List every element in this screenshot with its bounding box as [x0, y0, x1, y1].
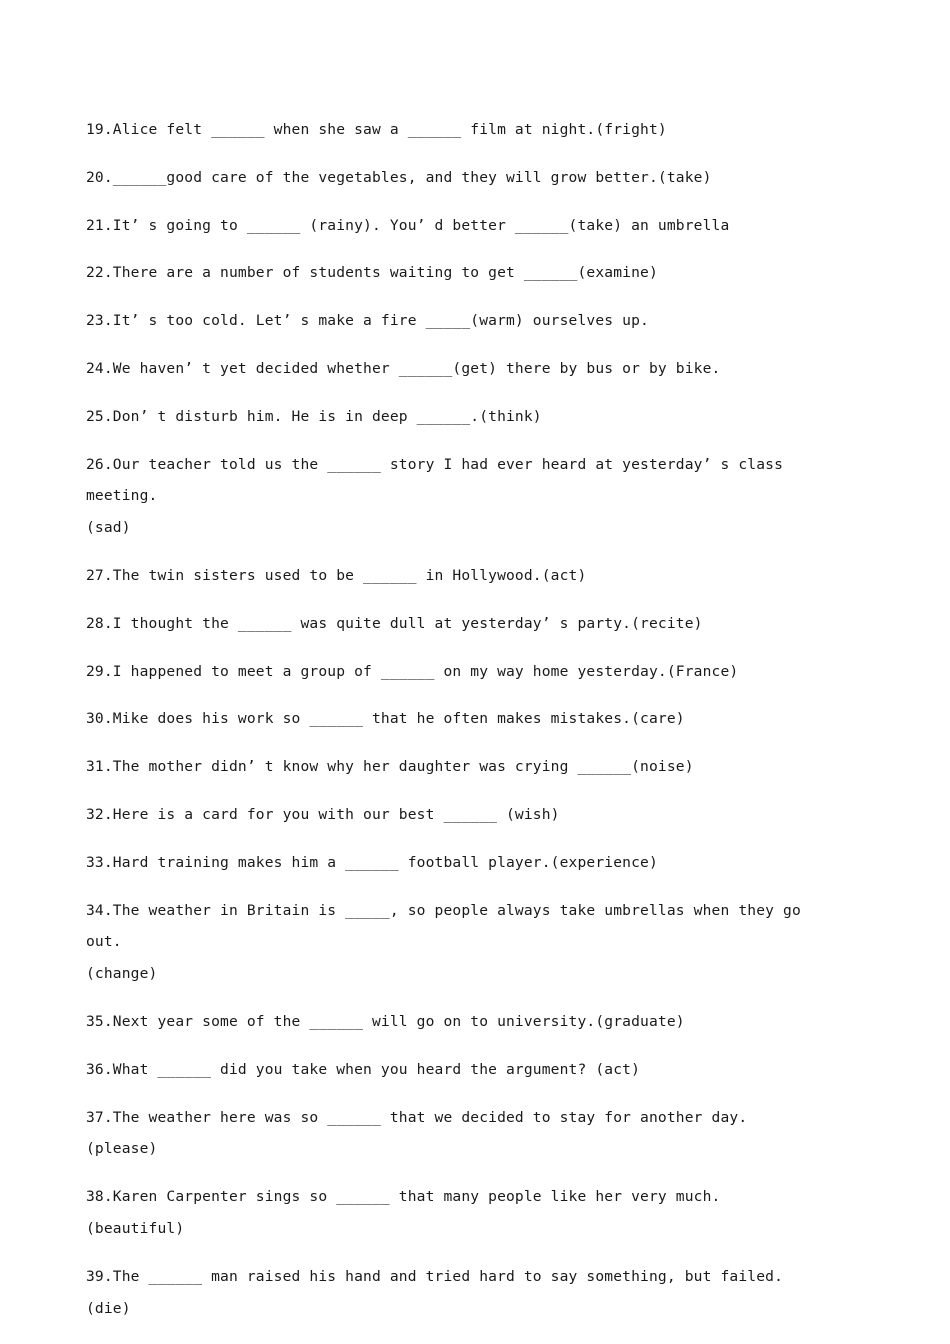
question-21: 21.It’ s going to ______ (rainy). You’ d better ______(take) an umbrella: [86, 216, 730, 234]
question-22: 22.There are a number of students waiting to get ______(examine): [86, 264, 658, 282]
question-31: 31.The mother didn’ t know why her daughter was crying ______(noise): [86, 758, 694, 776]
question-list: [86, 114, 826, 1340]
question-20: 20.______good care of the vegetables, and they will grow better.(take): [86, 168, 712, 186]
question-34: 34.The weather in Britain is _____, so people always take umbrellas when they go out. (change): [86, 901, 801, 983]
question-23: 23.It’ s too cold. Let’ s make a fire _____(warm) ourselves up.: [86, 312, 649, 330]
question-37: 37.The weather here was so ______ that we decided to stay for another day. (please): [86, 1108, 757, 1158]
question-28: 28.I thought the ______ was quite dull at yesterday’ s party.(recite): [86, 614, 703, 632]
question-35: 35.Next year some of the ______ will go on to university.(graduate): [86, 1012, 685, 1030]
question-30: 30.Mike does his work so ______ that he often makes mistakes.(care): [86, 710, 685, 728]
question-27: 27.The twin sisters used to be ______ in Hollywood.(act): [86, 566, 587, 584]
question-25: 25.Don’ t disturb him. He is in deep ______.(think): [86, 407, 542, 425]
question-33: 33.Hard training makes him a ______ football player.(experience): [86, 853, 658, 871]
question-32: 32.Here is a card for you with our best ______ (wish): [86, 805, 560, 823]
question-26: 26.Our teacher told us the ______ story I had ever heard at yesterday’ s class meeting. (sad): [86, 455, 784, 537]
question-19: 19.Alice felt ______ when she saw a ______ film at night.(fright): [86, 121, 667, 138]
question-36: 36.What ______ did you take when you heard the argument? (act): [86, 1060, 641, 1078]
question-39: 39.The ______ man raised his hand and tried hard to say something, but failed. (die): [86, 1267, 792, 1317]
question-24: 24.We haven’ t yet decided whether ______(get) there by bus or by bike.: [86, 359, 721, 377]
question-29: 29.I happened to meet a group of ______ on my way home yesterday.(France): [86, 662, 739, 680]
question-38: 38.Karen Carpenter sings so ______ that many people like her very much. (beautiful): [86, 1188, 730, 1237]
